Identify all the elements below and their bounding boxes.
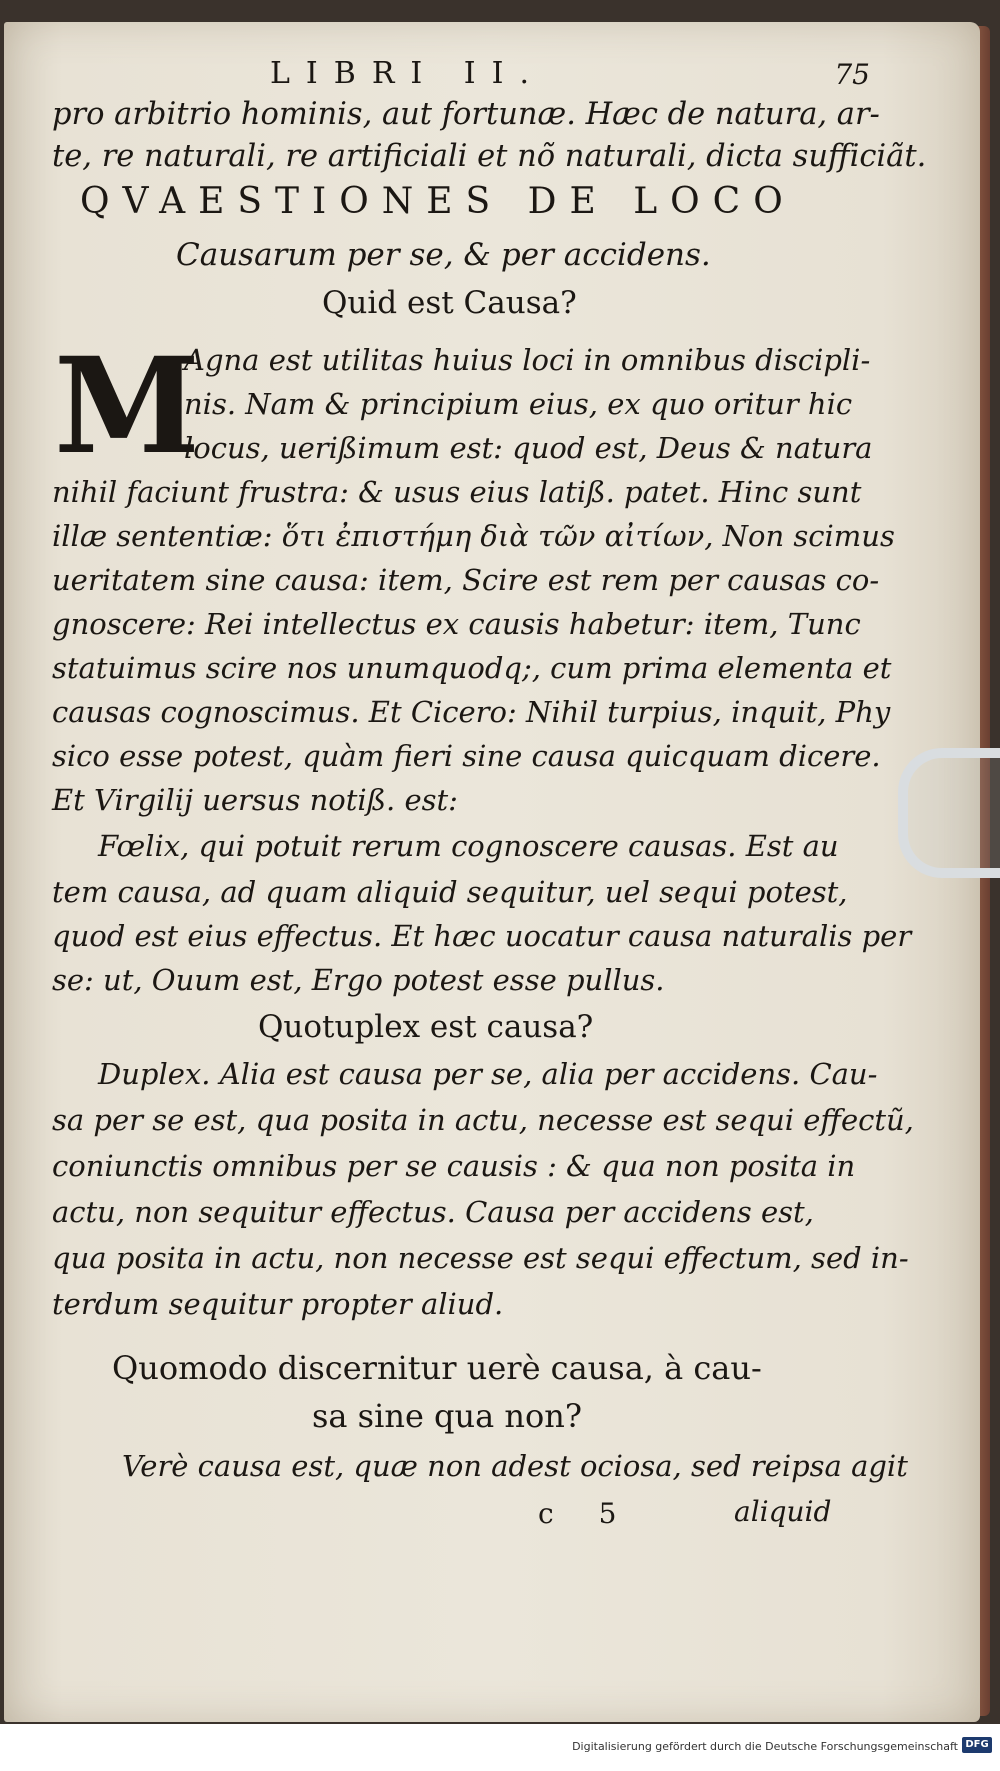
text-line: Duplex. Alia est causa per se, alia per accidens. Cau- (98, 1057, 878, 1091)
drop-cap: M (54, 329, 201, 484)
text-line: actu, non sequitur effectus. Causa per accidens est, (52, 1195, 814, 1229)
text-line: tem causa, ad quam aliquid sequitur, uel sequi potest, (52, 875, 848, 909)
text-line: nis. Nam & principium eius, ex quo oritur hic (184, 387, 853, 421)
text-line: coniunctis omnibus per se causis : & qua non posita in (52, 1149, 856, 1183)
text-line: terdum sequitur propter aliud. (52, 1287, 504, 1321)
text-line: ueritatem sine causa: item, Scire est rem per causas co- (52, 563, 880, 597)
signature-mark: c 5 (538, 1497, 635, 1530)
text-line: se: ut, Ouum est, Ergo potest esse pullus. (52, 963, 665, 997)
footer-bar (0, 1724, 1000, 1771)
text-line: quod est eius effectus. Et hæc uocatur causa naturalis per (52, 919, 912, 953)
text-line: sico esse potest, quàm fieri sine causa quicquam dicere. (52, 739, 881, 773)
section-title: QVAESTIONES DE LOCO (80, 181, 796, 222)
page-clip (898, 748, 1000, 878)
footer-credit: Digitalisierung gefördert durch die Deutsche Forschungsgemeinschaft (572, 1740, 958, 1753)
text-line: Agna est utilitas huius loci in omnibus discipli- (184, 343, 871, 377)
text-line: pro arbitrio hominis, aut fortunæ. Hæc de natura, ar- (52, 97, 880, 132)
question-heading: Quid est Causa? (322, 285, 577, 321)
text-line: Fœlix, qui potuit rerum cognoscere causas. Est au (98, 829, 839, 863)
text-line: statuimus scire nos unumquodq;, cum prima elementa et (52, 651, 892, 685)
page-number: 75 (834, 58, 870, 91)
text-line: nihil faciunt frustra: & usus eius latiß. patet. Hinc sunt (52, 475, 862, 509)
text-line: te, re naturali, re artificiali et nõ naturali, dicta sufficiãt. (52, 139, 927, 174)
running-header (270, 56, 870, 96)
section-subtitle: Causarum per se, & per accidens. (176, 237, 711, 273)
question-heading: Quotuplex est causa? (258, 1009, 594, 1045)
text-line: Verè causa est, quæ non adest ociosa, sed reipsa agit (122, 1449, 908, 1483)
text-line: illæ sententiæ: ὅτι ἐπιστήμη διὰ τῶν αἰτίων, Non scimus (52, 519, 895, 553)
text-line: qua posita in actu, non necesse est sequi effectum, sed in- (52, 1241, 909, 1275)
text-line: sa per se est, qua posita in actu, necesse est sequi effectũ, (52, 1103, 914, 1137)
text-line: locus, uerißimum est: quod est, Deus & natura (184, 431, 873, 465)
dfg-logo-icon: DFG (962, 1737, 992, 1753)
text-line: gnoscere: Rei intellectus ex causis habetur: item, Tunc (52, 607, 861, 641)
running-title: LIBRI II. (270, 56, 546, 91)
text-line: causas cognoscimus. Et Cicero: Nihil turpius, inquit, Phy (52, 695, 891, 729)
question-heading: Quomodo discernitur uerè causa, à cau- (112, 1349, 762, 1387)
question-heading-cont: sa sine qua non? (312, 1397, 583, 1435)
text-line: Et Virgilij uersus notiß. est: (52, 783, 458, 817)
catchword: aliquid (734, 1495, 832, 1528)
